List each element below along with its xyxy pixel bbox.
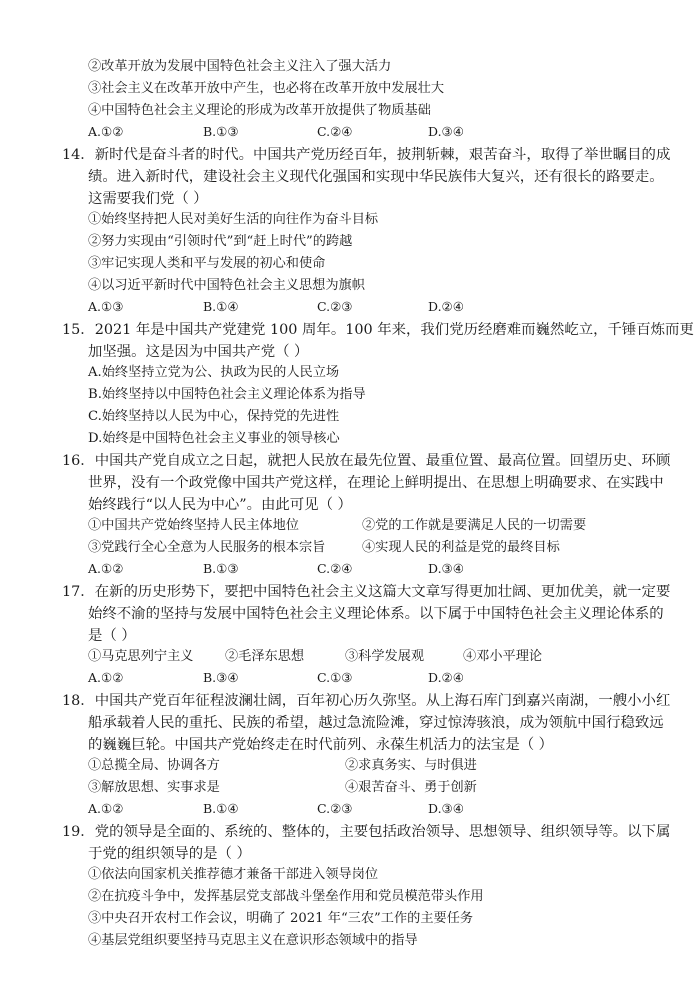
q13-choice-b[interactable]: B.①③ — [203, 124, 239, 139]
q19-item-3: ③中央召开农村工作会议，明确了 2021 年“三农”工作的主要任务 — [88, 911, 474, 926]
q17-item-4: ④邓小平理论 — [463, 649, 543, 664]
q13-item-4: ④中国特色社会主义理论的形成为改革开放提供了物质基础 — [88, 103, 431, 118]
q16-item-4: ④实现人民的利益是党的最终目标 — [362, 540, 560, 555]
q16-item-3: ③党践行全心全意为人民服务的根本宗旨 — [88, 540, 326, 555]
q14-stem-3: 这需要我们党（ ） — [88, 191, 208, 207]
q15-option-b[interactable]: B.始终坚持以中国特色社会主义理论体系为指导 — [88, 387, 366, 402]
q18-choice-c[interactable]: C.②③ — [317, 801, 353, 816]
q16-item-2: ②党的工作就是要满足人民的一切需要 — [362, 518, 587, 533]
q14-choice-b[interactable]: B.①④ — [203, 299, 239, 314]
q18-choice-d[interactable]: D.③④ — [428, 801, 464, 816]
q19-stem-2: 于党的组织领导的是（ ） — [88, 846, 251, 862]
q14-choice-a[interactable]: A.①③ — [88, 299, 124, 314]
q15-stem-2: 加坚强。这是因为中国共产党（ ） — [88, 344, 309, 360]
q14-stem-2: 绩。进入新时代，建设社会主义现代化强国和实现中华民族伟大复兴，还有很长的路要走。 — [88, 169, 664, 185]
q15-option-c[interactable]: C.始终坚持以人民为中心，保持党的先进性 — [88, 409, 340, 424]
q15-option-d[interactable]: D.始终是中国特色社会主义事业的领导核心 — [88, 431, 340, 446]
q14-item-3: ③牢记实现人类和平与发展的初心和使命 — [88, 256, 326, 271]
q17-stem-3: 是（ ） — [88, 628, 136, 644]
q16-stem-1: 16．中国共产党自成立之日起，就把人民放在最先位置、最重位置、最高位置。回望历史、环顾 — [62, 453, 671, 469]
q18-item-1: ①总揽全局、协调各方 — [88, 758, 220, 773]
q16-stem-2: 世界，没有一个政党像中国共产党这样，在理论上鲜明提出、在思想上明确要求、在实践中 — [88, 475, 664, 491]
q18-choice-a[interactable]: A.①② — [88, 801, 124, 816]
q17-choice-c[interactable]: C.①③ — [317, 670, 353, 685]
q18-stem-3: 的巍巍巨轮。中国共产党始终走在时代前列、永葆生机活力的法宝是（ ） — [88, 737, 554, 753]
q18-item-4: ④艰苦奋斗、勇于创新 — [345, 780, 477, 795]
q19-stem-1: 19．党的领导是全面的、系统的、整体的，主要包括政治领导、思想领导、组织领导等。以下属 — [62, 824, 671, 840]
q16-choice-b[interactable]: B.①③ — [203, 561, 239, 576]
q16-choice-a[interactable]: A.①② — [88, 561, 124, 576]
q15-stem-1: 15．2021 年是中国共产党建党 100 周年。100 年来，我们党历经磨难而巍然屹立，千锤百炼而更 — [62, 322, 694, 338]
q13-item-2: ②改革开放为发展中国特色社会主义注入了强大活力 — [88, 59, 392, 74]
q18-choice-b[interactable]: B.①④ — [203, 801, 239, 816]
q15-option-a[interactable]: A.始终坚持立党为公、执政为民的人民立场 — [88, 365, 340, 380]
q17-choice-a[interactable]: A.①② — [88, 670, 124, 685]
q19-item-2: ②在抗疫斗争中，发挥基层党支部战斗堡垒作用和党员模范带头作用 — [88, 889, 484, 904]
q17-choice-b[interactable]: B.③④ — [203, 670, 239, 685]
q14-choice-c[interactable]: C.②③ — [317, 299, 353, 314]
q17-stem-2: 始终不渝的坚持与发展中国特色社会主义理论体系。以下属于中国特色社会主义理论体系的 — [88, 606, 664, 622]
q14-item-2: ②努力实现由“引领时代”到“赶上时代”的跨越 — [88, 234, 353, 249]
q16-choice-c[interactable]: C.②④ — [317, 561, 353, 576]
q18-item-3: ③解放思想、实事求是 — [88, 780, 220, 795]
q17-choice-d[interactable]: D.②④ — [428, 670, 464, 685]
q14-stem-1: 14．新时代是奋斗者的时代。中国共产党历经百年，披荆斩棘，艰苦奋斗，取得了举世瞩目的成 — [62, 147, 671, 163]
q17-item-3: ③科学发展观 — [345, 649, 425, 664]
q16-choice-d[interactable]: D.③④ — [428, 561, 464, 576]
q13-choice-c[interactable]: C.②④ — [317, 124, 353, 139]
q14-choice-d[interactable]: D.②④ — [428, 299, 464, 314]
q19-item-4: ④基层党组织要坚持马克思主义在意识形态领域中的指导 — [88, 933, 418, 948]
q14-item-1: ①始终坚持把人民对美好生活的向往作为奋斗目标 — [88, 212, 379, 227]
q13-choice-d[interactable]: D.③④ — [428, 124, 464, 139]
q19-item-1: ①依法向国家机关推荐德才兼备干部进入领导岗位 — [88, 867, 379, 882]
q13-item-3: ③社会主义在改革开放中产生，也必将在改革开放中发展壮大 — [88, 81, 445, 96]
q17-item-2: ②毛泽东思想 — [225, 649, 305, 664]
q18-item-2: ②求真务实、与时俱进 — [345, 758, 477, 773]
q18-stem-2: 船承载着人民的重托、民族的希望，越过急流险滩，穿过惊涛骇浪，成为领航中国行稳致远 — [88, 715, 664, 731]
q13-choice-a[interactable]: A.①② — [88, 124, 124, 139]
q18-stem-1: 18．中国共产党百年征程波澜壮阔，百年初心历久弥坚。从上海石库门到嘉兴南湖，一艘小小红 — [62, 693, 671, 709]
q16-item-1: ①中国共产党始终坚持人民主体地位 — [88, 518, 299, 533]
q17-stem-1: 17．在新的历史形势下，要把中国特色社会主义这篇大文章写得更加壮阔、更加优美，就一定要 — [62, 584, 671, 600]
q14-item-4: ④以习近平新时代中国特色社会主义思想为旗帜 — [88, 278, 365, 293]
q16-stem-3: 始终践行“以人民为中心”。由此可见（ ） — [88, 497, 352, 513]
q17-item-1: ①马克思列宁主义 — [88, 649, 194, 664]
